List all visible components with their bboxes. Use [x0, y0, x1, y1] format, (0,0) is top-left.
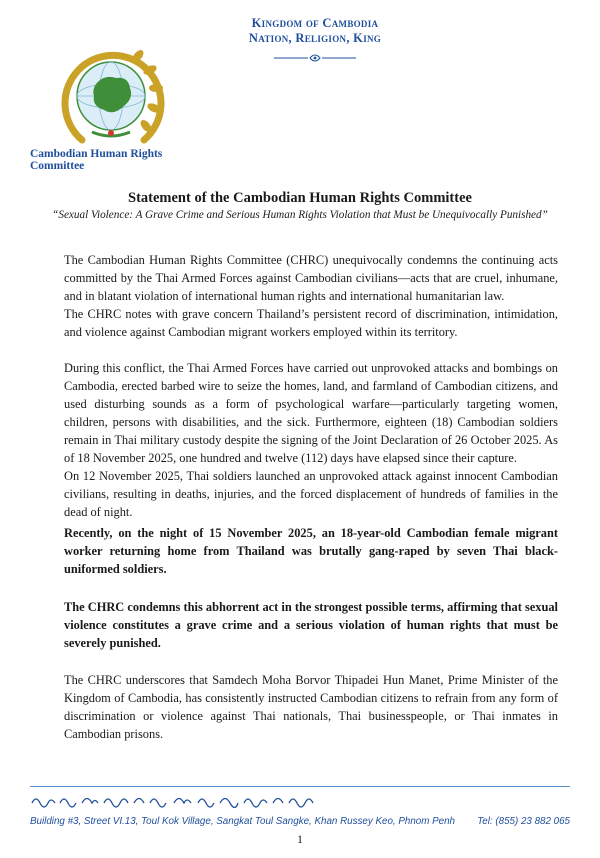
organization-name: Cambodian Human Rights Committee [30, 148, 163, 172]
paragraph-november-attack: On 12 November 2025, Thai soldiers launched an unprovoked attack against innocent Cambodian civilians, resulting in deaths, injuries, and the forced displacement of hundreds of families in the dead of night. [64, 469, 558, 519]
paragraph-migrant-concern: The CHRC notes with grave concern Thailand’s persistent record of discrimination, intimidation, and violence against Cambodian migrant workers employed within its territory. [64, 307, 558, 339]
footer-telephone: Tel: (855) 23 882 065 [477, 816, 570, 827]
kingdom-line-1: Kingdom of Cambodia [251, 16, 379, 30]
paragraph-conflict-acts: During this conflict, the Thai Armed Forces have carried out unprovoked attacks and bombings on Cambodia, erected barbed wire to seize the homes, land, and farmland of Cambodian citizens, and used disturbing sounds as a form of psychological warfare—particularly targeting women, children, persons with disabilities, and the sick. Furthermore, eighteen (18) Cambodian soldiers remain in Thai military custody despite the signing of the Joint Declaration of 26 October 2025. As of 18 November 2025, one hundred and twelve (112) days have elapsed since their capture. [64, 361, 558, 465]
chrc-logo-icon [52, 36, 170, 154]
paragraph-prime-minister: The CHRC underscores that Samdech Moha Borvor Thipadei Hun Manet, Prime Minister of the Kingdom of Cambodia, has consistently instructed Cambodian citizens to refrain from any form of discrimination or violence against Thai nationals, Thai businesspeople, or Thai inmates in Cambodian prisons. [64, 673, 558, 741]
statement-title: Statement of the Cambodian Human Rights Committee [128, 190, 472, 206]
khmer-address-script-icon [30, 791, 330, 809]
paragraph-condemnation: The Cambodian Human Rights Committee (CHRC) unequivocally condemns the continuing acts committed by the Thai Armed Forces against Cambodian civilians—acts that are cruel, inhumane, and in blatant violation of international human rights and international humanitarian law. [64, 253, 558, 303]
page-number: 1 [297, 832, 303, 846]
footer-divider [30, 786, 570, 787]
footer-address: Building #3, Street VI.13, Toul Kok Village, Sangkat Toul Sangke, Khan Russey Keo, Phnom Penh [30, 816, 455, 827]
paragraph-incident: Recently, on the night of 15 November 2025, an 18-year-old Cambodian female migrant worker returning home from Thailand was brutally gang-raped by seven Thai black-uniformed soldiers. [64, 526, 558, 576]
ornament-divider-icon [272, 52, 358, 64]
kingdom-header [200, 16, 430, 46]
kingdom-line-2: Nation, Religion, King [248, 31, 382, 45]
paragraph-condemnation-strong: The CHRC condemns this abhorrent act in the strongest possible terms, affirming that sexual violence constitutes a grave crime and a serious violation of human rights that must be severely punished. [64, 600, 558, 650]
statement-subtitle: “Sexual Violence: A Grave Crime and Serious Human Rights Violation that Must be Unequivocally Punished” [52, 209, 548, 221]
